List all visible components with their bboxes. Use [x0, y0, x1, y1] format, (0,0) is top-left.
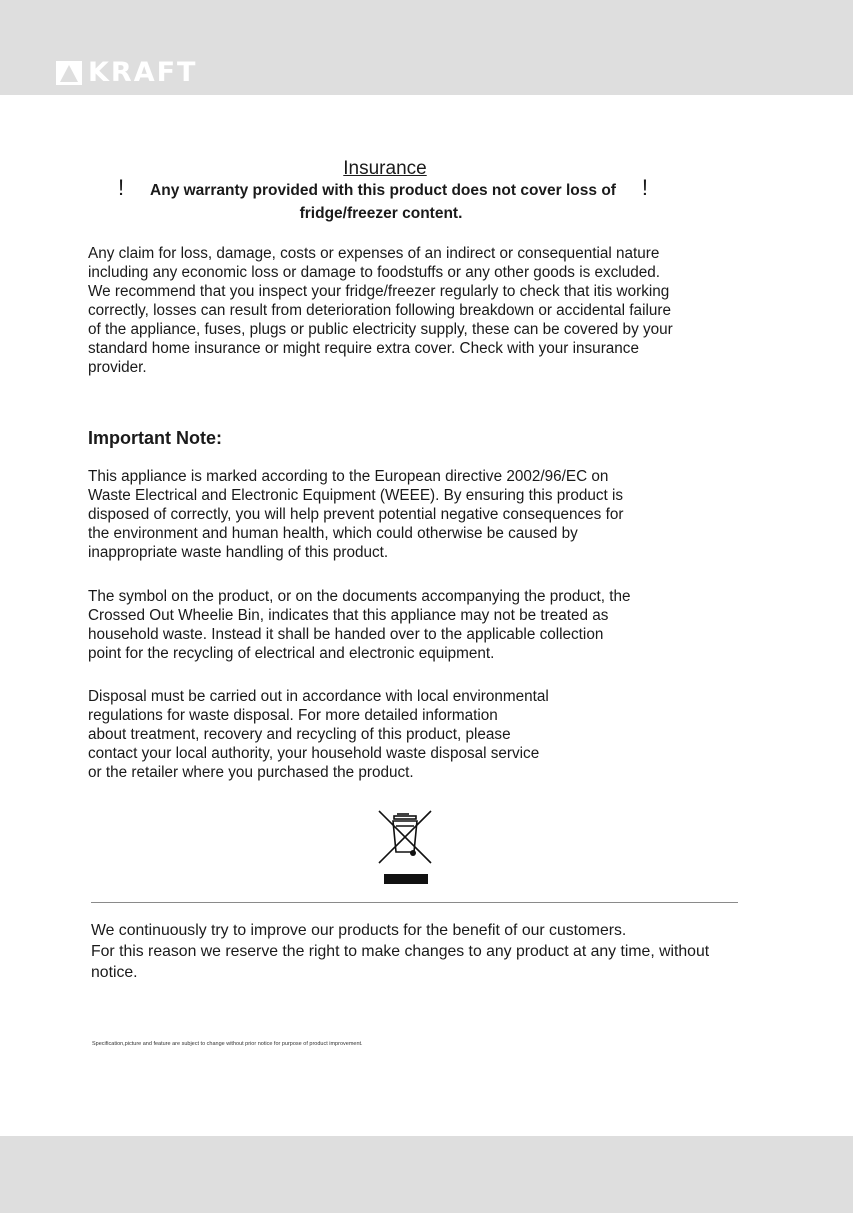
improvement-notice — [91, 920, 751, 983]
exclamation-icon: ! — [641, 175, 648, 200]
insurance-title: Insurance — [343, 158, 427, 179]
brand-triangle-icon — [56, 61, 82, 85]
warranty-warning-text-2: fridge/freezer content. — [299, 205, 463, 222]
improvement-line-3: notice. — [91, 964, 138, 981]
brand-logo — [56, 57, 198, 88]
divider — [91, 902, 738, 903]
improvement-line-1: We continuously try to improve our products for the benefit of our customers. — [91, 922, 627, 939]
warranty-warning — [118, 176, 648, 200]
exclamation-icon: ! — [118, 175, 125, 200]
fineprint-disclaimer: Specification,picture and feature are subject to change without prior notice for purpose of product improvement. — [92, 1041, 363, 1047]
warranty-warning-text: Any warranty provided with this product does not cover loss of — [150, 182, 616, 199]
weee-paragraph-3: Disposal must be carried out in accordance with local environmental regulations for waste disposal. For more detailed information about treatment, recovery and recycling of this product, please contact your local authority, your household waste disposal service or the retailer where you purchased the product. — [88, 688, 549, 781]
footer-band — [0, 1136, 853, 1213]
improvement-line-2: For this reason we reserve the right to make changes to any product at any time, without — [91, 943, 710, 960]
weee-paragraph-2: The symbol on the product, or on the documents accompanying the product, the Crossed Out Wheelie Bin, indicates that this appliance may not be treated as household waste. Instead it shall be handed over to the applicable collection point for the recycling of electrical and electronic equipment. — [88, 588, 631, 662]
insurance-paragraph: Any claim for loss, damage, costs or expenses of an indirect or consequential nature including any economic loss or damage to foodstuffs or any other goods is excluded. We recommend that you inspect your fridge/freezer regularly to check that itis working correctly, losses can result from deterioration following breakdown or accidental failure of the appliance, fuses, plugs or public electricity supply, these can be covered by your standard home insurance or might require extra cover. Check with your insurance provider. — [88, 245, 673, 376]
brand-name: KRAFT — [88, 57, 198, 88]
important-note-heading: Important Note: — [88, 428, 222, 448]
weee-paragraph-1: This appliance is marked according to the European directive 2002/96/EC on Waste Electrical and Electronic Equipment (WEEE). By ensuring this product is disposed of correctly, you will help prevent potential negative consequences for the environment and human health, which could otherwise be caused by inappropriate waste handling of this product. — [88, 468, 624, 561]
crossed-out-wheelie-bin-icon — [376, 808, 434, 888]
